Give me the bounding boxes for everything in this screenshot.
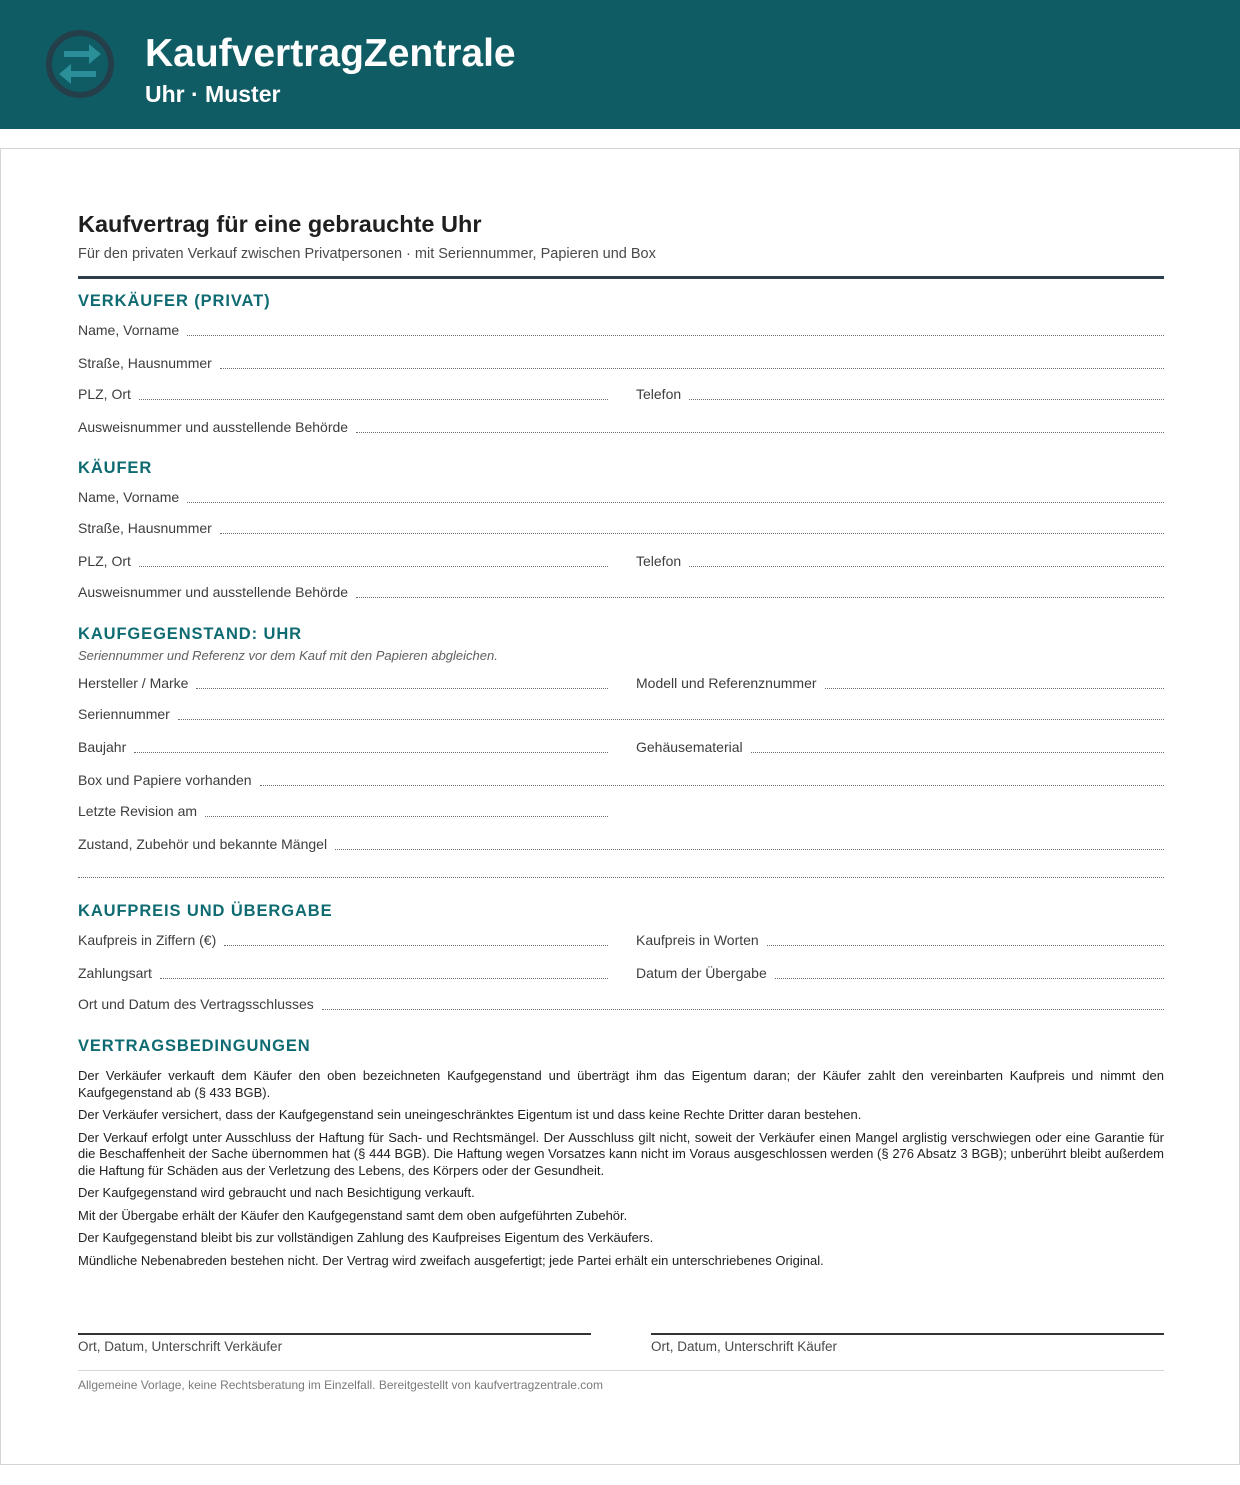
fill-line [825,688,1164,689]
item-year-field[interactable] [78,738,608,756]
terms-text [78,1068,1164,1275]
field-label: Zahlungsart [78,965,152,981]
fill-line [220,533,1164,534]
field-label: Telefon [636,553,682,569]
fill-line [767,945,1164,946]
field-label: Hersteller / Marke [78,675,189,691]
fill-line [187,502,1164,503]
price-digits-field[interactable] [78,931,608,949]
term-paragraph: Der Kaufgegenstand bleibt bis zur vollständigen Zahlung des Kaufpreises Eigentum des Verkäufers. [78,1230,654,1245]
field-label: Kaufpreis in Ziffern (€) [78,932,217,948]
brand-name: KaufvertragZentrale [145,32,516,75]
document-subtitle: Für den privaten Verkauf zwischen Privatpersonen · mit Seriennummer, Papieren und Box [78,246,656,262]
field-label: Kaufpreis in Worten [636,932,759,948]
item-condition-extra-line[interactable] [78,877,1164,878]
title-divider [78,276,1164,279]
footer-note: Allgemeine Vorlage, keine Rechtsberatung im Einzelfall. Bereitgestellt von kaufvertragzentrale.com [78,1378,603,1392]
buyer-zip-field[interactable] [78,552,608,570]
fill-line [139,399,608,400]
price-words-field[interactable] [636,931,1164,949]
seller-id-field[interactable] [78,418,1164,436]
fill-line [187,335,1164,336]
fill-line [134,752,608,753]
item-condition-field[interactable] [78,835,1164,853]
field-label: Baujahr [78,739,127,755]
item-case-field[interactable] [636,738,1164,756]
field-label: Name, Vorname [78,322,180,338]
buyer-id-field[interactable] [78,583,1164,601]
payment-method-field[interactable] [78,964,608,982]
seller-signature-line[interactable] [78,1333,591,1335]
item-serial-field[interactable] [78,705,1164,723]
field-label: Letzte Revision am [78,803,198,819]
fill-line [178,719,1164,720]
header-bar [0,0,1240,129]
buyer-signature-label: Ort, Datum, Unterschrift Käufer [651,1339,838,1354]
fill-line [220,368,1164,369]
handover-date-field[interactable] [636,964,1164,982]
buyer-phone-field[interactable] [636,552,1164,570]
field-label: Name, Vorname [78,489,180,505]
item-box-field[interactable] [78,771,1164,789]
seller-street-field[interactable] [78,354,1164,372]
term-paragraph: Mit der Übergabe erhält der Käufer den Kaufgegenstand samt dem oben aufgeführten Zubehör. [78,1207,628,1223]
term-paragraph: Der Kaufgegenstand wird gebraucht und nach Besichtigung verkauft. [78,1185,475,1200]
seller-name-field[interactable] [78,321,1164,339]
section-heading-seller: VERKÄUFER (PRIVAT) [78,292,271,310]
field-label: Telefon [636,386,682,402]
item-note: Seriennummer und Referenz vor dem Kauf mit den Papieren abgleichen. [78,648,498,663]
field-label: PLZ, Ort [78,386,131,402]
field-label: Box und Papiere vorhanden [78,772,252,788]
fill-line [751,752,1164,753]
fill-line [260,785,1164,786]
field-label: Ort und Datum des Vertragsschlusses [78,996,314,1012]
field-label: Straße, Hausnummer [78,520,212,536]
brand-subtitle: Uhr · Muster [145,81,281,107]
fill-line [160,978,608,979]
section-heading-buyer: KÄUFER [78,459,153,477]
swap-arrows-icon [45,29,115,99]
field-label: Zustand, Zubehör und bekannte Mängel [78,836,328,852]
field-label: Seriennummer [78,706,170,722]
buyer-street-field[interactable] [78,519,1164,537]
buyer-signature-line[interactable] [651,1333,1164,1335]
fill-line [356,432,1164,433]
section-heading-item: KAUFGEGENSTAND: UHR [78,625,302,643]
fill-line [689,399,1164,400]
term-paragraph: Mündliche Nebenabreden bestehen nicht. Der Vertrag wird zweifach ausgefertigt; jede Partei erhält ein unterschriebenes Original. [78,1252,824,1268]
contract-place-date-field[interactable] [78,995,1164,1013]
fill-line [335,849,1164,850]
buyer-name-field[interactable] [78,488,1164,506]
field-label: Datum der Übergabe [636,965,767,981]
field-label: Ausweisnummer und ausstellende Behörde [78,419,349,435]
fill-line [775,978,1164,979]
footer-divider [78,1370,1164,1371]
seller-zip-field[interactable] [78,385,608,403]
item-brand-field[interactable] [78,674,608,692]
fill-line [322,1009,1164,1010]
section-heading-price: KAUFPREIS UND ÜBERGABE [78,902,333,920]
seller-signature-label: Ort, Datum, Unterschrift Verkäufer [78,1339,283,1354]
term-paragraph: Der Verkäufer versichert, dass der Kaufgegenstand sein uneingeschränktes Eigentum ist und dass keine Rechte Dritter daran bestehen. [78,1107,862,1122]
fill-line [689,566,1164,567]
fill-line [224,945,608,946]
fill-line [356,597,1164,598]
field-label: Straße, Hausnummer [78,355,212,371]
field-label: Modell und Referenznummer [636,675,817,691]
item-model-field[interactable] [636,674,1164,692]
term-paragraph: Der Verkäufer verkauft dem Käufer den oben bezeichneten Kaufgegenstand und überträgt ihm das Eigentum daran; der Käufer zahlt den vereinbarten Kaufpreis und nimmt den Kaufgegenstand ab (§ 433 BGB). [78,1068,1164,1100]
field-label: Ausweisnummer und ausstellende Behörde [78,584,349,600]
seller-phone-field[interactable] [636,385,1164,403]
term-paragraph: Der Verkauf erfolgt unter Ausschluss der Haftung für Sach- und Rechtsmängel. Der Ausschluss gilt nicht, soweit der Verkäufer einen Mangel arglistig verschwiegen oder eine Garantie für die Beschaffenheit der Sache übernommen hat (§ 444 BGB). Die Haftung wegen Vorsatzes kann nicht im Voraus ausgeschlossen werden (§ 276 Absatz 3 BGB); unberührt bleibt außerdem die Haftung für Schäden aus der Verletzung des Lebens, des Körpers oder der Gesundheit. [78,1129,1164,1178]
field-label: PLZ, Ort [78,553,131,569]
field-label: Gehäusematerial [636,739,743,755]
fill-line [139,566,608,567]
document-title: Kaufvertrag für eine gebrauchte Uhr [78,211,482,237]
fill-line [205,816,608,817]
section-heading-terms: VERTRAGSBEDINGUNGEN [78,1037,311,1055]
fill-line [196,688,608,689]
item-revision-field[interactable] [78,802,608,820]
